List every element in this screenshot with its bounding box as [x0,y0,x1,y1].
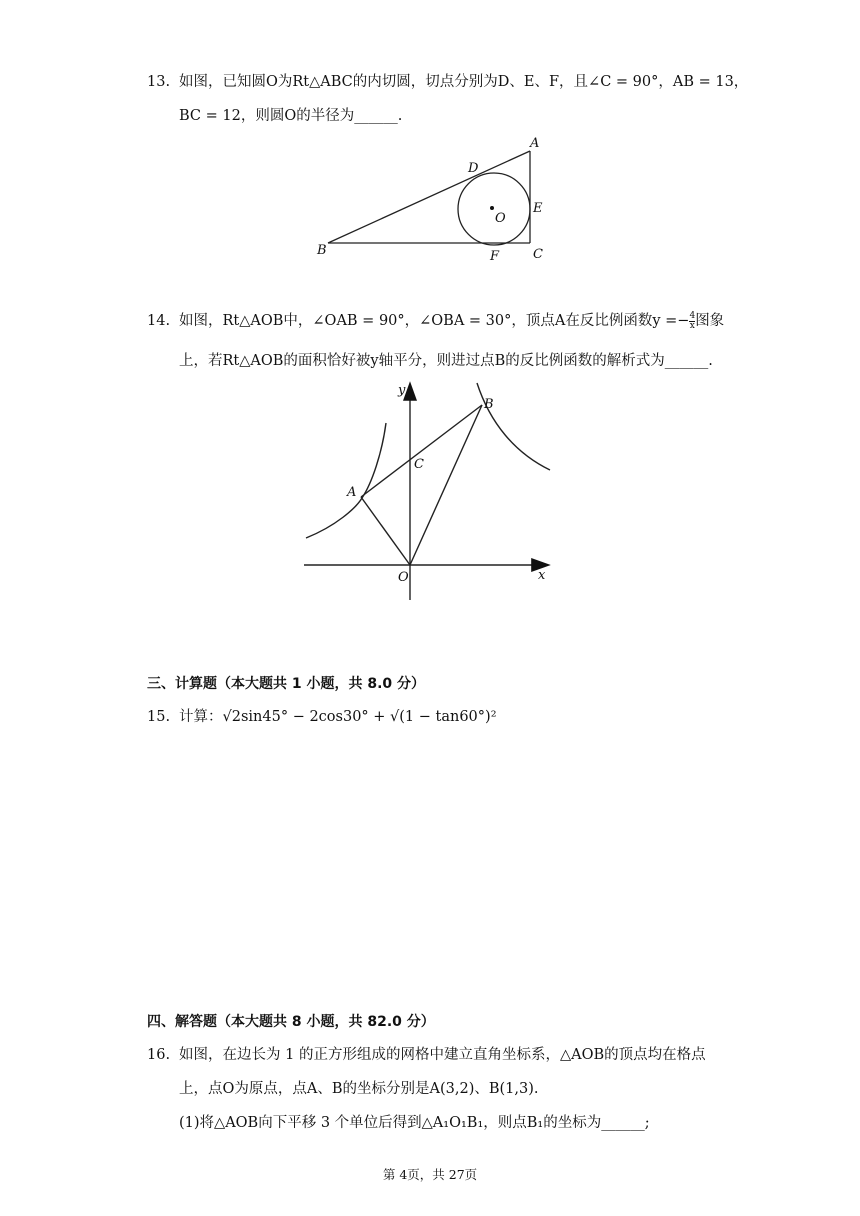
q14-label-x: x [538,568,546,583]
q13-line1 [147,72,748,92]
q14-segment-ab [361,405,482,497]
q13-text-line1: 如图，已知圆O为Rt△ABC的内切圆，切点分别为D、E、F，且∠C = 90°，AB = 13， [179,74,749,90]
q13-incircle [458,173,530,245]
q13-label-b: B [317,243,327,258]
q16-text-line2: 上，点O为原点，点A、B的坐标分别是A(3,2)、B(1,3). [179,1081,539,1097]
q14-segment-oa [361,497,410,565]
q15-number: 15. [147,709,171,725]
q14-curve-left [306,423,386,538]
q14-text-line1b: 图象 [695,313,725,329]
q14-text-line2: 上，若Rt△AOB的面积恰好被y轴平分，则进过点B的反比例函数的解析式为______. [179,353,713,369]
q13-label-o: O [495,211,506,226]
q13-text-line2: BC = 12，则圆O的半径为______. [179,108,403,124]
q13-label-a: A [530,136,540,151]
q14-number: 14. [147,313,171,329]
q13-center-dot [490,206,494,210]
q14-label-o: O [398,570,409,585]
q16-line3 [179,1113,650,1133]
q14-label-c: C [414,457,424,472]
q15-text: 计算：√2sin45° − 2cos30° + √(1 − tan60°)² [179,709,497,725]
q16-number: 16. [147,1047,171,1063]
q14-text-line1a: 如图，Rt△AOB中，∠OAB = 90°，∠OBA = 30°，顶点A在反比例函数y =− [179,313,690,329]
q16-text-line1: 如图，在边长为 1 的正方形组成的网格中建立直角坐标系，△AOB的顶点均在格点 [179,1047,706,1063]
q14-segment-ob [410,405,482,565]
q14-label-b: B [484,397,494,412]
q16-line1 [147,1045,706,1065]
q14-line2 [179,351,713,371]
q13-number: 13. [147,74,171,90]
q15-line [147,707,497,727]
q16-line2 [179,1079,539,1099]
q13-label-c: C [533,247,543,262]
q13-label-e: E [533,201,543,216]
page-footer: 第 4页，共 27页 [382,1167,478,1182]
q14-line1 [147,311,724,331]
q13-side-ba [328,151,530,243]
q14-frac-num: 4 [689,310,696,321]
q13-label-f: F [490,249,500,264]
q13-line2 [179,106,402,126]
q14-label-y: y [398,383,406,398]
section-3-heading: 三、计算题（本大题共 1 小题，共 8.0 分） [147,676,426,692]
q13-label-d: D [468,161,479,176]
q16-text-line3: (1)将△AOB向下平移 3 个单位后得到△A₁O₁B₁，则点B₁的坐标为______; [179,1115,650,1131]
section-4-heading: 四、解答题（本大题共 8 小题，共 82.0 分） [147,1014,435,1030]
q13-figure [0,130,860,270]
q14-frac-den: x [689,320,695,331]
q14-figure [0,378,860,608]
q14-label-a: A [347,485,357,500]
